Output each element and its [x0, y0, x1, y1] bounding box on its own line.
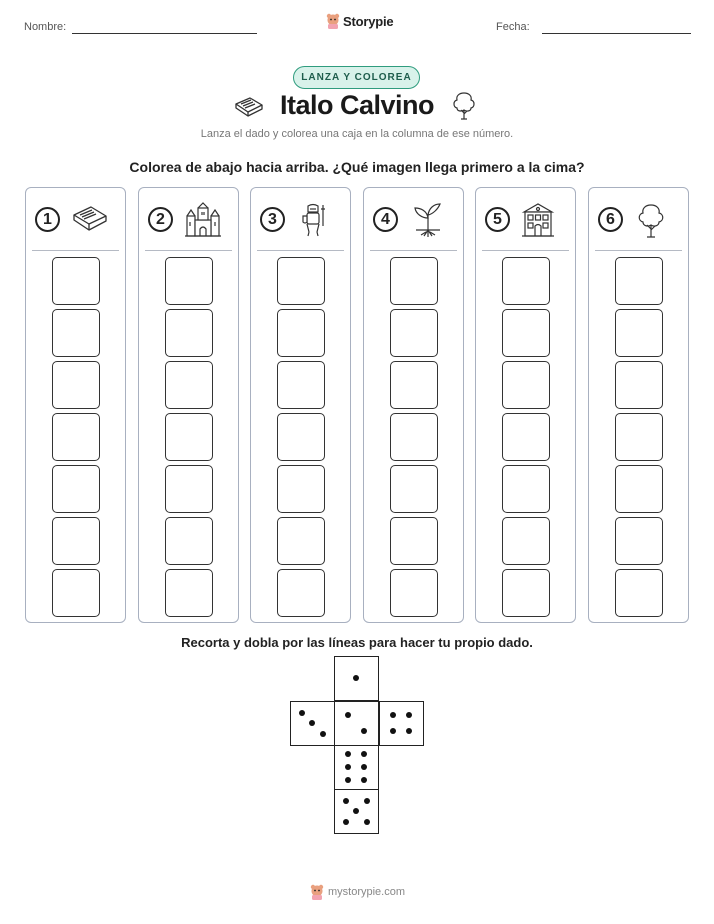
column-header [26, 188, 125, 250]
color-box[interactable] [165, 413, 213, 461]
die-pip [345, 751, 351, 757]
color-box[interactable] [390, 361, 438, 409]
color-box[interactable] [277, 569, 325, 617]
color-box[interactable] [502, 361, 550, 409]
building-icon [520, 202, 556, 238]
color-box[interactable] [277, 361, 325, 409]
color-box[interactable] [277, 257, 325, 305]
column-divider [595, 250, 682, 251]
color-box[interactable] [502, 257, 550, 305]
color-box[interactable] [52, 569, 100, 617]
column-divider [482, 250, 569, 251]
color-box[interactable] [52, 309, 100, 357]
column-header [251, 188, 350, 250]
die-instruction: Recorta y dobla por las líneas para hacer tu propio dado. [181, 635, 533, 650]
die-face-6 [334, 745, 379, 790]
die-pip [345, 764, 351, 770]
color-box[interactable] [52, 517, 100, 565]
die-pip [364, 819, 370, 825]
subtitle: Lanza el dado y colorea una caja en la columna de ese número. [200, 128, 514, 140]
column-number: 1 [35, 207, 60, 232]
logo-text: Storypie [343, 13, 394, 29]
color-box[interactable] [277, 517, 325, 565]
die-pip [353, 808, 359, 814]
column-header [139, 188, 238, 250]
die-pip [343, 798, 349, 804]
column-number: 4 [373, 207, 398, 232]
tree-icon [451, 91, 477, 121]
footer-url[interactable]: mystorypie.com [328, 886, 406, 898]
die-pip [299, 710, 305, 716]
color-box[interactable] [165, 361, 213, 409]
footer [310, 884, 405, 900]
die-pip [406, 728, 412, 734]
column-1 [25, 187, 126, 623]
column-5 [475, 187, 576, 623]
name-label: Nombre: [24, 21, 67, 33]
activity-badge: LANZA Y COLOREA [293, 66, 420, 89]
die-pip [361, 751, 367, 757]
die-pip [390, 728, 396, 734]
color-box[interactable] [615, 257, 663, 305]
column-header [476, 188, 575, 250]
die-pip [406, 712, 412, 718]
storypie-mascot-icon [326, 13, 340, 29]
die-pip [309, 720, 315, 726]
color-box[interactable] [277, 465, 325, 513]
color-box[interactable] [615, 361, 663, 409]
die-face-4 [379, 701, 424, 746]
die-pip [345, 712, 351, 718]
color-box[interactable] [615, 569, 663, 617]
color-box[interactable] [165, 257, 213, 305]
die-pip [345, 777, 351, 783]
color-box[interactable] [52, 257, 100, 305]
color-box[interactable] [502, 465, 550, 513]
color-box[interactable] [165, 517, 213, 565]
column-divider [145, 250, 232, 251]
color-box[interactable] [390, 569, 438, 617]
color-box[interactable] [502, 309, 550, 357]
color-box[interactable] [390, 465, 438, 513]
column-number: 3 [260, 207, 285, 232]
die-pip [364, 798, 370, 804]
tree-icon [633, 202, 669, 240]
coloring-instruction: Colorea de abajo hacia arriba. ¿Qué imagen llega primero a la cima? [129, 159, 585, 175]
color-box[interactable] [165, 465, 213, 513]
die-pip [343, 819, 349, 825]
die-pip [390, 712, 396, 718]
die-face-3 [290, 701, 335, 746]
color-box[interactable] [277, 413, 325, 461]
color-box[interactable] [52, 465, 100, 513]
die-pip [361, 728, 367, 734]
color-box[interactable] [615, 465, 663, 513]
die-face-5 [334, 789, 379, 834]
color-box[interactable] [277, 309, 325, 357]
column-number: 6 [598, 207, 623, 232]
die-face-1 [334, 656, 379, 701]
color-box[interactable] [390, 309, 438, 357]
color-box[interactable] [52, 361, 100, 409]
column-divider [370, 250, 457, 251]
date-line[interactable] [542, 33, 691, 34]
column-number: 2 [148, 207, 173, 232]
die-pip [353, 675, 359, 681]
color-box[interactable] [502, 517, 550, 565]
die-pip [361, 764, 367, 770]
color-box[interactable] [615, 413, 663, 461]
color-box[interactable] [615, 517, 663, 565]
column-2 [138, 187, 239, 623]
color-box[interactable] [52, 413, 100, 461]
knight-icon [295, 202, 331, 238]
column-divider [32, 250, 119, 251]
column-4 [363, 187, 464, 623]
column-header [589, 188, 688, 250]
column-3 [250, 187, 351, 623]
color-box[interactable] [390, 413, 438, 461]
sprout-icon [408, 202, 448, 238]
color-box[interactable] [502, 413, 550, 461]
name-line[interactable] [72, 33, 257, 34]
die-pip [320, 731, 326, 737]
column-6 [588, 187, 689, 623]
castle-icon [183, 202, 223, 238]
storypie-mascot-icon [310, 884, 324, 900]
color-box[interactable] [390, 257, 438, 305]
book-icon [70, 202, 110, 236]
color-box[interactable] [165, 309, 213, 357]
page-title: Italo Calvino [279, 90, 435, 120]
color-box[interactable] [615, 309, 663, 357]
color-box[interactable] [502, 569, 550, 617]
die-pip [361, 777, 367, 783]
color-box[interactable] [165, 569, 213, 617]
column-divider [257, 250, 344, 251]
die-face-2 [334, 701, 379, 746]
column-header [364, 188, 463, 250]
date-label: Fecha: [496, 21, 530, 33]
color-box[interactable] [390, 517, 438, 565]
storypie-logo [326, 13, 393, 29]
column-number: 5 [485, 207, 510, 232]
